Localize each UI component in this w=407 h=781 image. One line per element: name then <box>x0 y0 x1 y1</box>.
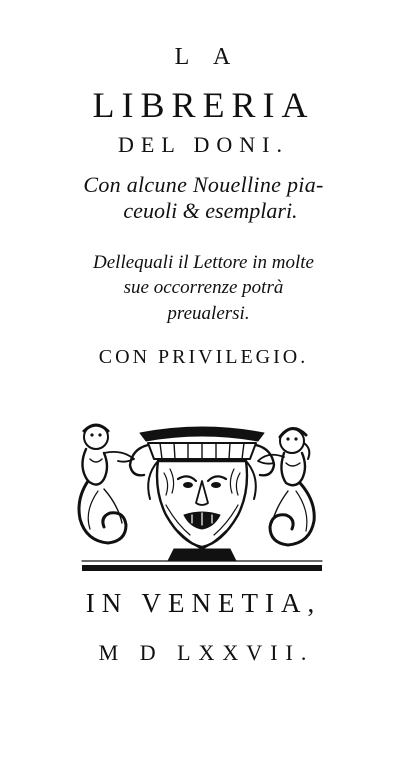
subtitle-line-1: Con alcune Nouelline pia- <box>83 172 324 197</box>
title-author: DEL DONI. <box>118 132 289 157</box>
title-main: LIBRERIA <box>92 85 315 125</box>
printers-device-woodcut-icon <box>74 419 330 577</box>
privilege-line: CON PRIVILEGIO. <box>98 346 309 368</box>
imprint-place: IN VENETIA, <box>85 588 322 618</box>
description-line-1: Dellequali il Lettore in molte <box>93 252 314 273</box>
imprint-date: M D LXXVII. <box>98 640 315 665</box>
description-line-3: preualersi. <box>167 303 250 324</box>
title-article: L A <box>174 44 241 70</box>
description-line-2: sue occorrenze potrà <box>123 277 284 298</box>
subtitle-line-2: ceuoli & esemplari. <box>123 198 298 223</box>
